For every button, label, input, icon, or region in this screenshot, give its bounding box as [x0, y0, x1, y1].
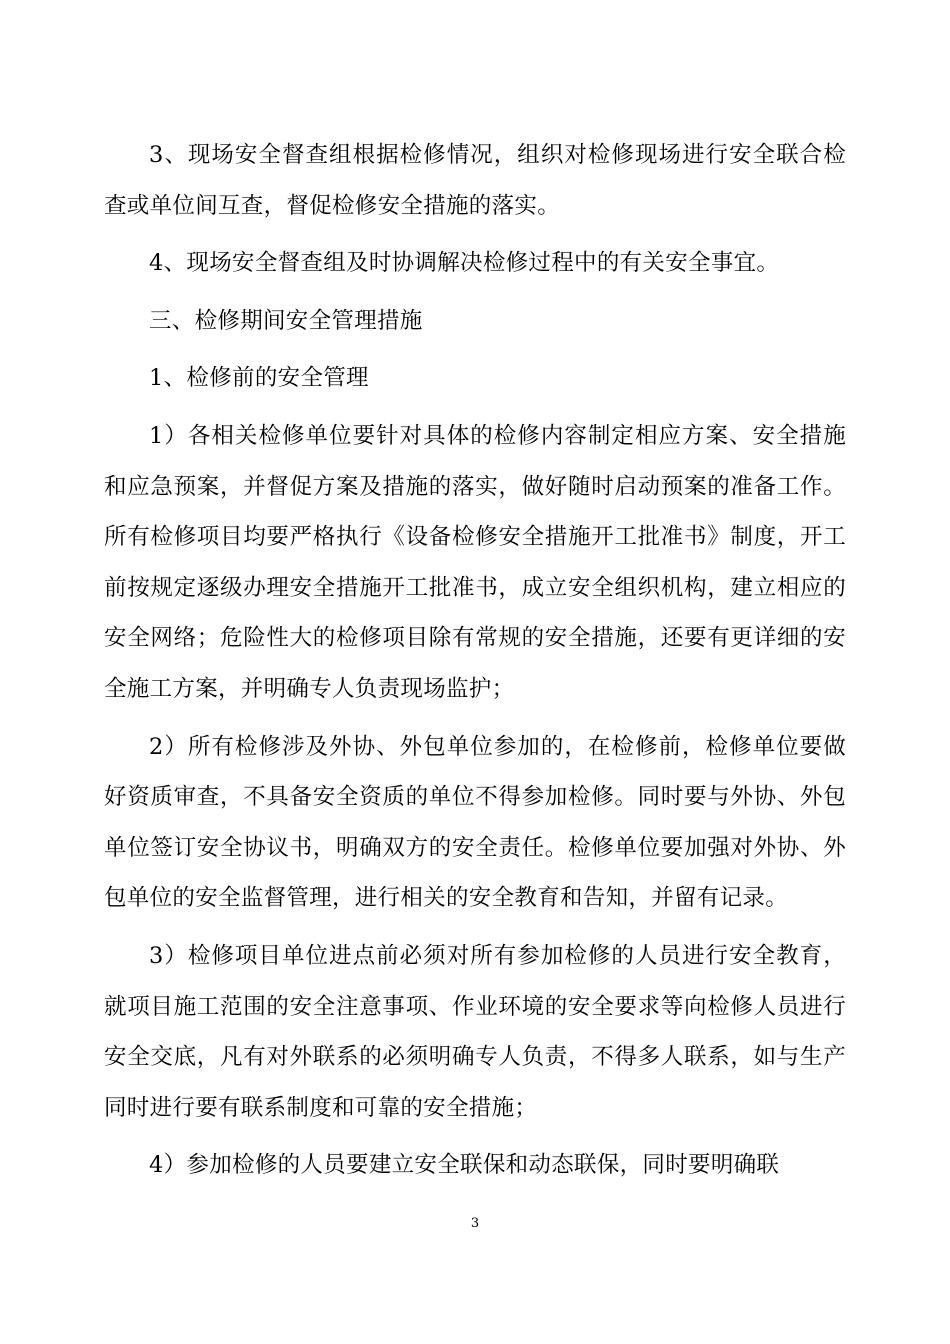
section-heading-safety-measures: 三、检修期间安全管理措施	[149, 307, 423, 334]
paragraph-item-1: 1）各相关检修单位要针对具体的检修内容制定相应方案、安全措施和应急预案，并督促方案及措施的落实，做好随时启动预案的准备工作。所有检修项目均要严格执行《设备检修安全措施开工批准书》制度，开工前按规定逐级办理安全措施开工批准书，成立安全组织机构，建立相应的安全网络；危险性大的检修项目除有常规的安全措施，还要有更详细的安全施工方案，并明确专人负责现场监护；	[104, 422, 846, 702]
paragraph-item-4: 4）参加检修的人员要建立安全联保和动态联保，同时要明确联	[149, 1152, 780, 1179]
page-number: 3	[470, 1216, 480, 1231]
paragraph-item-2: 2）所有检修涉及外协、外包单位参加的，在检修前，检修单位要做好资质审查，不具备安全资质的单位不得参加检修。同时要与外协、外包单位签订安全协议书，明确双方的安全责任。检修单位要加强对外协、外包单位的安全监督管理，进行相关的安全教育和告知，并留有记录。	[104, 733, 846, 912]
document-body	[104, 130, 846, 1198]
subsection-heading-pre-inspection: 1、检修前的安全管理	[149, 365, 369, 392]
paragraph-coordination: 4、现场安全督查组及时协调解决检修过程中的有关安全事宜。	[149, 250, 780, 277]
paragraph-item-3: 3）检修项目单位进点前必须对所有参加检修的人员进行安全教育，就项目施工范围的安全注意事项、作业环境的安全要求等向检修人员进行安全交底，凡有对外联系的必须明确专人负责，不得多人联系，如与生产同时进行要有联系制度和可靠的安全措施；	[104, 942, 846, 1121]
paragraph-inspection-check: 3、现场安全督查组根据检修情况，组织对检修现场进行安全联合检查或单位间互查，督促检修安全措施的落实。	[104, 142, 846, 219]
